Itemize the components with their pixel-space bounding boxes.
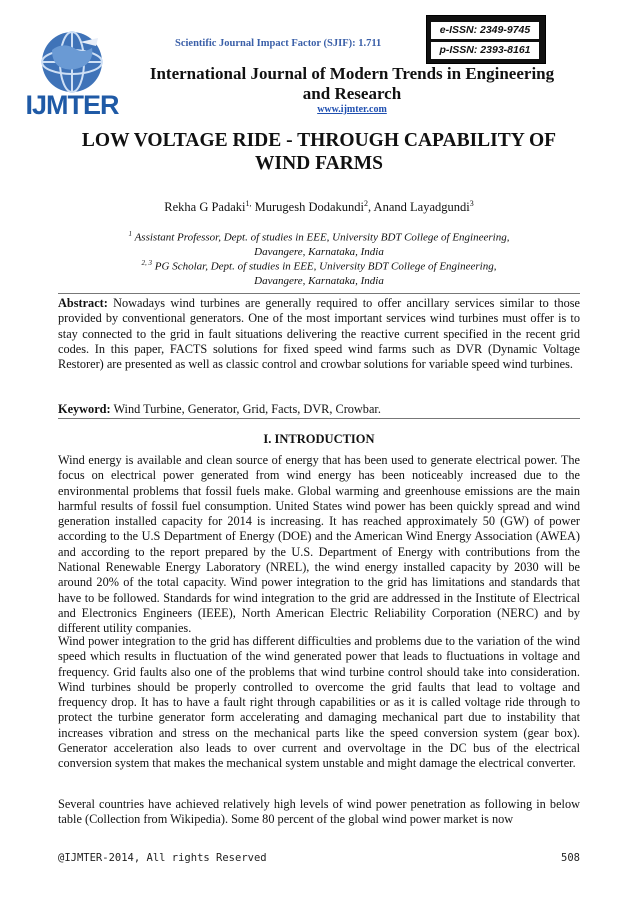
abstract-label: Abstract: bbox=[58, 296, 108, 310]
paragraph-2: Wind power integration to the grid has different difficulties and problems due to the variation of the wind speed which results in fluctuation of the wind generated power that leads to fluctuations in voltage and frequency. Grid faults also one of the problems that wind turbine control should take into consideration. Wind turbines should be properly controlled to overcome the grid faults that lead to voltage and frequency drop. It has to have a fault right through capabilities or as it is called voltage ride through to protect the turbine generator form accelerating and damaging mechanical part due to instability that increases vibration and stress on the mechanical parts like the speed conversion system (gear box). Generator acceleration also leads to over current and overvoltage in the DC bus of the electrical conversion system that makes the mechanical system unstable and might damage the electrical converter. bbox=[58, 634, 580, 771]
author-sup: 1, bbox=[245, 199, 252, 208]
issn-box bbox=[426, 15, 546, 64]
keyword-label: Keyword: bbox=[58, 402, 111, 416]
journal-name-line2: and Research bbox=[302, 84, 402, 103]
affil-line: PG Scholar, Dept. of studies in EEE, University BDT College of Engineering, bbox=[154, 260, 497, 273]
title-line1: LOW VOLTAGE RIDE - THROUGH CAPABILITY OF bbox=[81, 130, 557, 151]
eissn-label: e-ISSN: 2349-9745 bbox=[431, 22, 539, 39]
page-number: 508 bbox=[561, 852, 580, 864]
globe-icon bbox=[22, 28, 122, 98]
author-name: Rekha G Padaki bbox=[164, 200, 246, 215]
keywords bbox=[58, 402, 580, 417]
footer-copyright: @IJMTER-2014, All rights Reserved bbox=[58, 852, 267, 864]
journal-name-line1: International Journal of Modern Trends in Engineering bbox=[149, 64, 555, 83]
author-name: Murugesh Dodakundi bbox=[251, 200, 364, 215]
affil-sup: 2, 3 bbox=[141, 259, 153, 267]
author-sup: 3 bbox=[469, 199, 474, 208]
affil-line: Assistant Professor, Dept. of studies in EEE, University BDT College of Engineering, bbox=[134, 231, 510, 244]
journal-name bbox=[132, 64, 572, 104]
pissn-label: p-ISSN: 2393-8161 bbox=[431, 42, 539, 59]
affil-sup: 1 bbox=[128, 230, 133, 238]
author-sup: 2 bbox=[364, 199, 368, 208]
author-name: , Anand Layadgundi bbox=[368, 200, 470, 215]
journal-logo bbox=[22, 28, 122, 124]
logo-text: IJMTER bbox=[25, 90, 119, 120]
affil-line: Davangere, Karnataka, India bbox=[254, 274, 384, 287]
section-heading: I. INTRODUCTION bbox=[263, 432, 375, 446]
title-line2: WIND FARMS bbox=[254, 153, 383, 174]
author-list bbox=[40, 199, 598, 215]
paragraph-3: Several countries have achieved relatively high levels of wind power penetration as following in below table (Collection from Wikipedia). Some 80 percent of the global wind power market is now bbox=[58, 797, 580, 827]
affiliation-1 bbox=[40, 227, 598, 259]
keyword-text: Wind Turbine, Generator, Grid, Facts, DVR, Crowbar. bbox=[110, 402, 381, 416]
affil-line: Davangere, Karnataka, India bbox=[254, 245, 384, 258]
paragraph-1: Wind energy is available and clean source of energy that has been used to generate electrical power. The focus on electrical power generated from wind energy has been noticeably increased due to the environmental problems that fossil fuels make. Global warming and greenhouse emissions are the main harmful results of fossil fuel consumption. United States wind power has been quickly spread and wind generation installed capacity for 2014 is increasing. It has reached approximately 50 (GW) of power according to the U.S Department of Energy (DOE) and the American Wind Energy Association (AWEA) and according to the report prepared by the U.S. Department of Energy with contributions from the National Renewable Energy Laboratory (NREL), the wind energy installed capacity by 2030 will be around 20% of the total capacity. Wind power integration to the grid has limitations and standards that have to be followed. Standards for wind integration to the grid are addressed in the Institute of Electrical and Electronics Engineers (IEEE), North American Electric Reliability Corporation (NERC) and by different utility companies. bbox=[58, 453, 580, 636]
journal-url-link[interactable]: www.ijmter.com bbox=[317, 104, 387, 115]
abstract-text: Nowadays wind turbines are generally required to offer ancillary services similar to those provided by conventional generators. One of the most important services wind turbines must offer is to stay connected to the grid in fault situations delivering the reactive current specified in the recent grid codes. In this paper, FACTS solutions for fixed speed wind farms such as DVR (Dynamic Voltage Restorer) are presented as well as classic control and crowbar solutions for variable speed wind turbines. bbox=[58, 296, 580, 372]
sjif-label: Scientific Journal Impact Factor (SJIF): 1.711 bbox=[175, 38, 382, 49]
paper-title bbox=[40, 129, 598, 175]
abstract bbox=[58, 296, 580, 372]
divider bbox=[58, 418, 580, 419]
affiliation-2 bbox=[40, 256, 598, 288]
divider bbox=[58, 293, 580, 294]
